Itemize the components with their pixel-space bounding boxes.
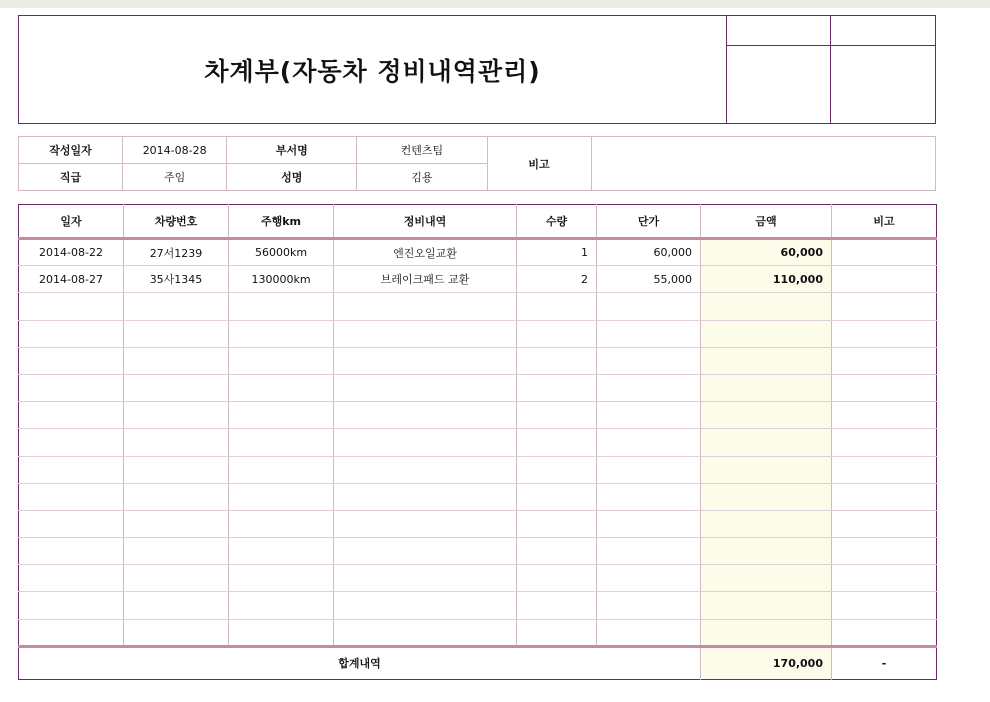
empty-row [19,619,937,646]
cell-desc[interactable] [334,619,517,646]
cell-price[interactable] [597,510,701,537]
approval-box-1-header[interactable] [727,16,830,46]
cell-km[interactable] [229,565,334,592]
cell-qty[interactable] [517,347,597,374]
cell-car[interactable] [124,456,229,483]
cell-date[interactable] [19,565,124,592]
cell-qty[interactable] [517,320,597,347]
cell-qty[interactable]: 1 [517,239,597,266]
cell-amount[interactable] [701,483,832,510]
name-value[interactable]: 김용 [357,164,487,191]
empty-row [19,320,937,347]
cell-car[interactable]: 35사1345 [124,266,229,293]
cell-price[interactable] [597,456,701,483]
cell-qty[interactable] [517,483,597,510]
cell-qty[interactable]: 2 [517,266,597,293]
name-label: 성명 [227,164,357,191]
cell-km[interactable] [229,402,334,429]
cell-qty[interactable] [517,619,597,646]
cell-note[interactable] [832,266,937,293]
cell-note[interactable] [832,592,937,619]
dept-value[interactable]: 컨텐츠팀 [357,137,487,164]
cell-date[interactable] [19,320,124,347]
cell-km[interactable] [229,510,334,537]
cell-desc[interactable]: 브레이크패드 교환 [334,266,517,293]
cell-car[interactable] [124,293,229,320]
cell-date[interactable] [19,429,124,456]
total-amount: 170,000 [701,646,832,679]
cell-date[interactable] [19,483,124,510]
cell-amount[interactable] [701,619,832,646]
col-date-header: 일자 [19,205,124,239]
cell-km[interactable] [229,483,334,510]
cell-note[interactable] [832,510,937,537]
cell-note[interactable] [832,483,937,510]
cell-km[interactable] [229,347,334,374]
top-strip [0,0,990,8]
cell-amount[interactable] [701,510,832,537]
cell-note[interactable] [832,429,937,456]
table-row [19,239,937,266]
cell-desc[interactable] [334,320,517,347]
cell-km[interactable] [229,456,334,483]
title-cell [19,16,727,123]
total-label: 합계내역 [19,646,701,679]
empty-row [19,402,937,429]
empty-row [19,538,937,565]
cell-amount[interactable] [701,320,832,347]
cell-note[interactable] [832,565,937,592]
total-row [19,646,937,679]
empty-row [19,510,937,537]
cell-price[interactable] [597,538,701,565]
cell-note[interactable] [832,239,937,266]
col-amount-header: 금액 [701,205,832,239]
cell-km[interactable] [229,293,334,320]
cell-date[interactable] [19,592,124,619]
cell-km[interactable]: 130000km [229,266,334,293]
cell-date[interactable]: 2014-08-27 [19,266,124,293]
empty-row [19,456,937,483]
cell-price[interactable]: 55,000 [597,266,701,293]
cell-qty[interactable] [517,293,597,320]
cell-km[interactable] [229,429,334,456]
cell-price[interactable] [597,483,701,510]
cell-qty[interactable] [517,456,597,483]
note-value[interactable] [591,137,935,191]
total-note: - [832,646,937,679]
header-row [19,205,937,239]
cell-price[interactable] [597,347,701,374]
cell-desc[interactable] [334,592,517,619]
cell-car[interactable] [124,429,229,456]
cell-price[interactable] [597,592,701,619]
cell-amount[interactable] [701,565,832,592]
cell-qty[interactable] [517,538,597,565]
col-desc-header: 정비내역 [334,205,517,239]
cell-note[interactable] [832,456,937,483]
cell-desc[interactable] [334,538,517,565]
cell-qty[interactable] [517,510,597,537]
cell-date[interactable] [19,374,124,401]
cell-car[interactable] [124,510,229,537]
cell-km[interactable] [229,592,334,619]
cell-note[interactable] [832,402,937,429]
cell-amount[interactable] [701,592,832,619]
empty-row [19,429,937,456]
cell-car[interactable] [124,374,229,401]
cell-km[interactable] [229,374,334,401]
cell-desc[interactable] [334,347,517,374]
cell-amount[interactable] [701,402,832,429]
cell-note[interactable] [832,619,937,646]
cell-price[interactable] [597,565,701,592]
cell-km[interactable] [229,619,334,646]
cell-qty[interactable] [517,374,597,401]
cell-amount[interactable] [701,538,832,565]
col-km-header: 주행km [229,205,334,239]
rank-label: 직급 [19,164,123,191]
cell-note[interactable] [832,320,937,347]
cell-note[interactable] [832,293,937,320]
cell-car[interactable] [124,347,229,374]
approval-box-2-header[interactable] [831,16,935,46]
cell-note[interactable] [832,374,937,401]
cell-date[interactable] [19,538,124,565]
note-label: 비고 [487,137,591,191]
cell-price[interactable] [597,619,701,646]
page-title: 차계부(자동차 정비내역관리) [204,56,541,86]
title-box [18,15,936,124]
cell-date[interactable]: 2014-08-22 [19,239,124,266]
cell-desc[interactable] [334,510,517,537]
cell-car[interactable] [124,483,229,510]
cell-note[interactable] [832,538,937,565]
empty-row [19,565,937,592]
cell-date[interactable] [19,510,124,537]
cell-price[interactable] [597,293,701,320]
col-price-header: 단가 [597,205,701,239]
col-note-header: 비고 [832,205,937,239]
cell-date[interactable] [19,456,124,483]
cell-note[interactable] [832,347,937,374]
cell-km[interactable]: 56000km [229,239,334,266]
cell-amount[interactable] [701,429,832,456]
cell-desc[interactable] [334,565,517,592]
empty-row [19,293,937,320]
cell-car[interactable] [124,320,229,347]
cell-desc[interactable] [334,402,517,429]
maintenance-table [18,204,937,680]
date-value[interactable]: 2014-08-28 [123,137,227,164]
table-row [19,266,937,293]
cell-desc[interactable] [334,456,517,483]
cell-date[interactable] [19,293,124,320]
cell-car[interactable] [124,402,229,429]
cell-amount[interactable] [701,456,832,483]
empty-row [19,374,937,401]
col-qty-header: 수량 [517,205,597,239]
date-label: 작성일자 [19,137,123,164]
cell-car[interactable] [124,592,229,619]
dept-label: 부서명 [227,137,357,164]
cell-km[interactable] [229,538,334,565]
cell-amount[interactable] [701,374,832,401]
cell-price[interactable] [597,320,701,347]
cell-date[interactable] [19,619,124,646]
cell-qty[interactable] [517,565,597,592]
cell-car[interactable] [124,565,229,592]
cell-price[interactable] [597,429,701,456]
cell-qty[interactable] [517,402,597,429]
cell-desc[interactable] [334,374,517,401]
cell-car[interactable]: 27서1239 [124,239,229,266]
cell-date[interactable] [19,402,124,429]
cell-km[interactable] [229,320,334,347]
cell-price[interactable] [597,402,701,429]
cell-car[interactable] [124,619,229,646]
empty-row [19,592,937,619]
cell-qty[interactable] [517,429,597,456]
empty-row [19,347,937,374]
cell-car[interactable] [124,538,229,565]
cell-desc[interactable] [334,483,517,510]
cell-amount[interactable]: 110,000 [701,266,832,293]
cell-qty[interactable] [517,592,597,619]
cell-amount[interactable] [701,347,832,374]
cell-price[interactable]: 60,000 [597,239,701,266]
rank-value[interactable]: 주임 [123,164,227,191]
cell-desc[interactable] [334,429,517,456]
col-car-header: 차량번호 [124,205,229,239]
cell-amount[interactable]: 60,000 [701,239,832,266]
cell-price[interactable] [597,374,701,401]
cell-date[interactable] [19,347,124,374]
cell-desc[interactable]: 엔진오일교환 [334,239,517,266]
approval-box-2[interactable] [831,16,935,123]
empty-row [19,483,937,510]
cell-desc[interactable] [334,293,517,320]
approval-box-1[interactable] [727,16,831,123]
info-table [18,136,936,191]
cell-amount[interactable] [701,293,832,320]
